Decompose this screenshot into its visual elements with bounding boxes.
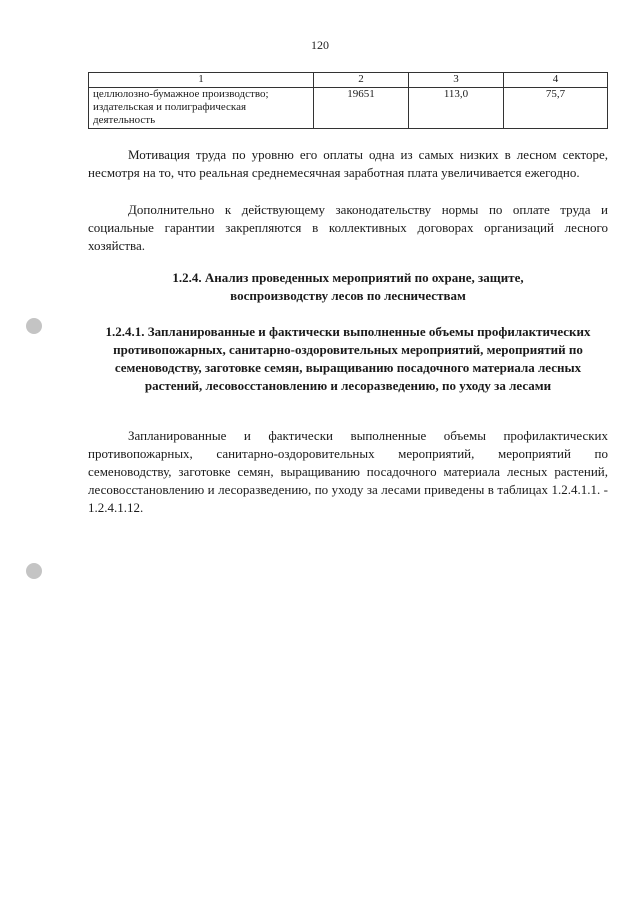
section-heading: 1.2.4. Анализ проведенных мероприятий по охране, защите, воспроизводству лесов по лесничествам <box>172 270 524 303</box>
paragraph-guarantees: Дополнительно к действующему законодательству нормы по оплате труда и социальные гарантии закрепляются в коллективных договорах организаций лесного хозяйства. <box>88 202 608 253</box>
table-header-cell: 4 <box>504 73 608 88</box>
table-cell-name: целлюлозно-бумажное производство; издательская и полиграфическая деятельность <box>89 88 314 129</box>
table-header-cell: 2 <box>314 73 409 88</box>
table-row <box>89 88 608 129</box>
punch-hole-icon <box>26 563 42 579</box>
table-cell-value: 75,7 <box>504 88 608 129</box>
table-header-row <box>89 73 608 88</box>
punch-hole-icon <box>26 318 42 334</box>
table-header-cell: 3 <box>409 73 504 88</box>
subsection-heading: 1.2.4.1. Запланированные и фактически выполненные объемы профилактических противопожарных, санитарно-оздоровительных мероприятий, мероприятий по семеноводству, заготовке семян, выращиванию посадочного материала лесных растений, лесовосстановлению и лесоразведению, по уходу за лесами <box>105 324 591 393</box>
data-table <box>88 72 608 129</box>
table-cell-value: 19651 <box>314 88 409 129</box>
paragraph-motivation: Мотивация труда по уровню его оплаты одна из самых низких в лесном секторе, несмотря на то, что реальная среднемесячная заработная плата увеличивается ежегодно. <box>88 147 608 180</box>
page-number: 120 <box>311 38 329 52</box>
table-header-cell: 1 <box>89 73 314 88</box>
table-cell-value: 113,0 <box>409 88 504 129</box>
paragraph-tables-reference: Запланированные и фактически выполненные объемы профилактических противопожарных, санитарно-оздоровительных мероприятий, мероприятий по семеноводству, заготовке семян, выращиванию посадочного материала лесных растений, лесовосстановлению и лесоразведению, по уходу за лесами приведены в таблицах 1.2.4.1.1. - 1.2.4.1.12. <box>88 428 608 515</box>
